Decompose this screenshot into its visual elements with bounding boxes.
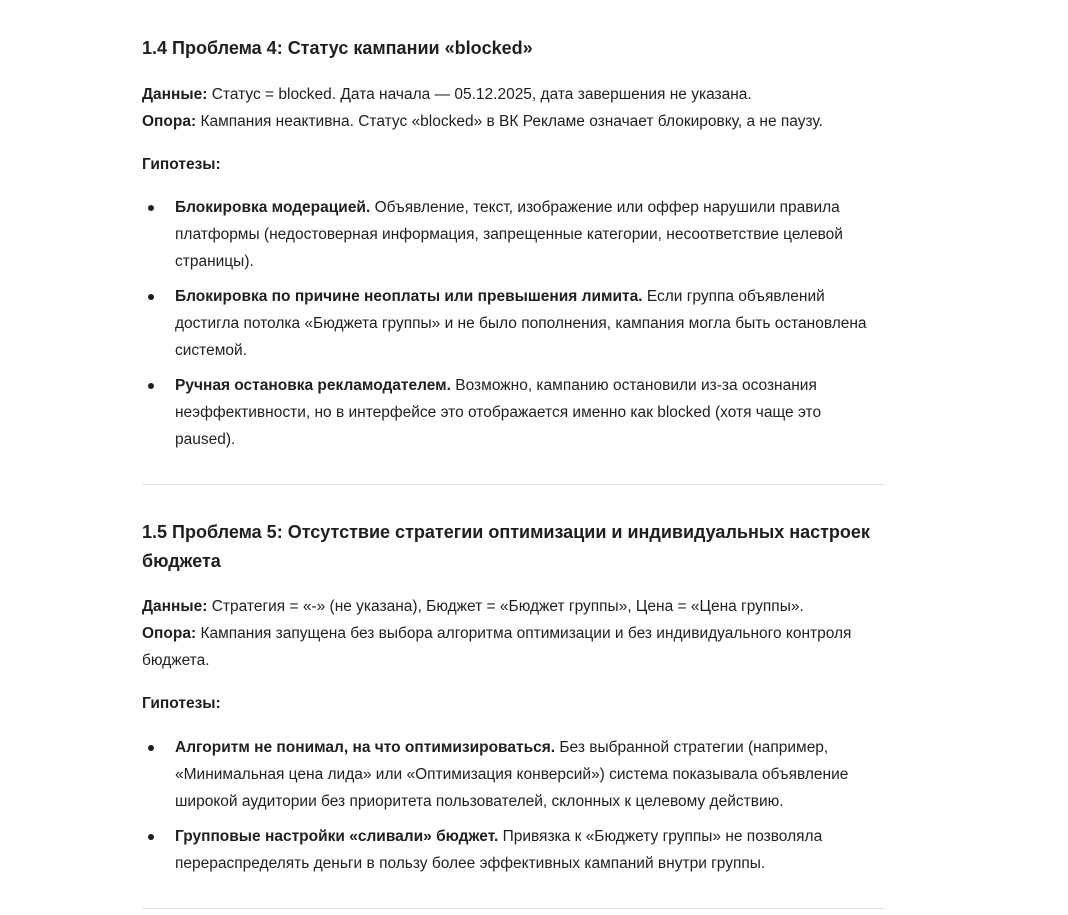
section-title: 1.5 Проблема 5: Отсутствие стратегии оптимизации и индивидуальных настроек бюджета — [142, 522, 870, 571]
bullet-icon — [148, 745, 154, 751]
data-paragraph — [142, 593, 885, 674]
hypotheses-list — [142, 734, 885, 877]
section-divider — [142, 908, 885, 909]
bullet-icon — [148, 834, 154, 840]
hypothesis-title: Групповые настройки «сливали» бюджет. — [175, 828, 499, 845]
section-problem-5 — [142, 518, 885, 576]
bullet-icon — [148, 383, 154, 389]
section-divider — [142, 484, 885, 485]
data-text: Стратегия = «-» (не указана), Бюджет = «Бюджет группы», Цена = «Цена группы». — [207, 598, 804, 615]
hypothesis-text: Объявление, текст, изображение или оффер нарушили правила платформы (недостоверная информация, запрещенные категории, несоответствие целевой страницы). — [175, 199, 843, 270]
hypothesis-text: Без выбранной стратегии (например, «Минимальная цена лида» или «Оптимизация конверсий») система показывала объявление широкой аудитории без приоритета пользователей, склонных к целевому действию. — [175, 739, 849, 810]
list-item — [142, 823, 885, 877]
hypothesis-text: Если группа объявлений достигла потолка «Бюджета группы» и не было пополнения, кампания могла быть остановлена системой. — [175, 288, 867, 359]
hypothesis-text: Привязка к «Бюджету группы» не позволяла перераспределять деньги в пользу более эффективных кампаний внутри группы. — [175, 828, 823, 872]
data-paragraph — [142, 81, 885, 135]
list-item — [142, 372, 885, 453]
hypothesis-text: Возможно, кампанию остановили из-за осознания неэффективности, но в интерфейсе это отображается именно как blocked (хотя чаще это paused). — [175, 377, 822, 448]
data-label: Данные: — [142, 86, 208, 103]
hypothesis-title: Ручная остановка рекламодателем. — [175, 377, 451, 394]
hypothesis-title: Алгоритм не понимал, на что оптимизироваться. — [175, 739, 556, 756]
section-title: 1.4 Проблема 4: Статус кампании «blocked» — [142, 38, 533, 58]
basis-text: Кампания неактивна. Статус «blocked» в ВК Рекламе означает блокировку, а не паузу. — [196, 113, 823, 130]
data-label: Данные: — [142, 598, 208, 615]
hypotheses-heading: Гипотезы: — [142, 156, 221, 173]
basis-label: Опора: — [142, 113, 197, 130]
section-problem-4 — [142, 34, 885, 63]
data-text: Статус = blocked. Дата начала — 05.12.2025, дата завершения не указана. — [207, 86, 752, 103]
bullet-icon — [148, 205, 154, 211]
list-item — [142, 194, 885, 275]
basis-text: Кампания запущена без выбора алгоритма оптимизации и без индивидуального контроля бюджета. — [142, 625, 852, 669]
list-item — [142, 734, 885, 815]
basis-label: Опора: — [142, 625, 197, 642]
list-item — [142, 283, 885, 364]
hypothesis-title: Блокировка модерацией. — [175, 199, 371, 216]
bullet-icon — [148, 294, 154, 300]
hypotheses-heading: Гипотезы: — [142, 695, 221, 712]
hypotheses-list — [142, 194, 885, 453]
hypothesis-title: Блокировка по причине неоплаты или превышения лимита. — [175, 288, 643, 305]
